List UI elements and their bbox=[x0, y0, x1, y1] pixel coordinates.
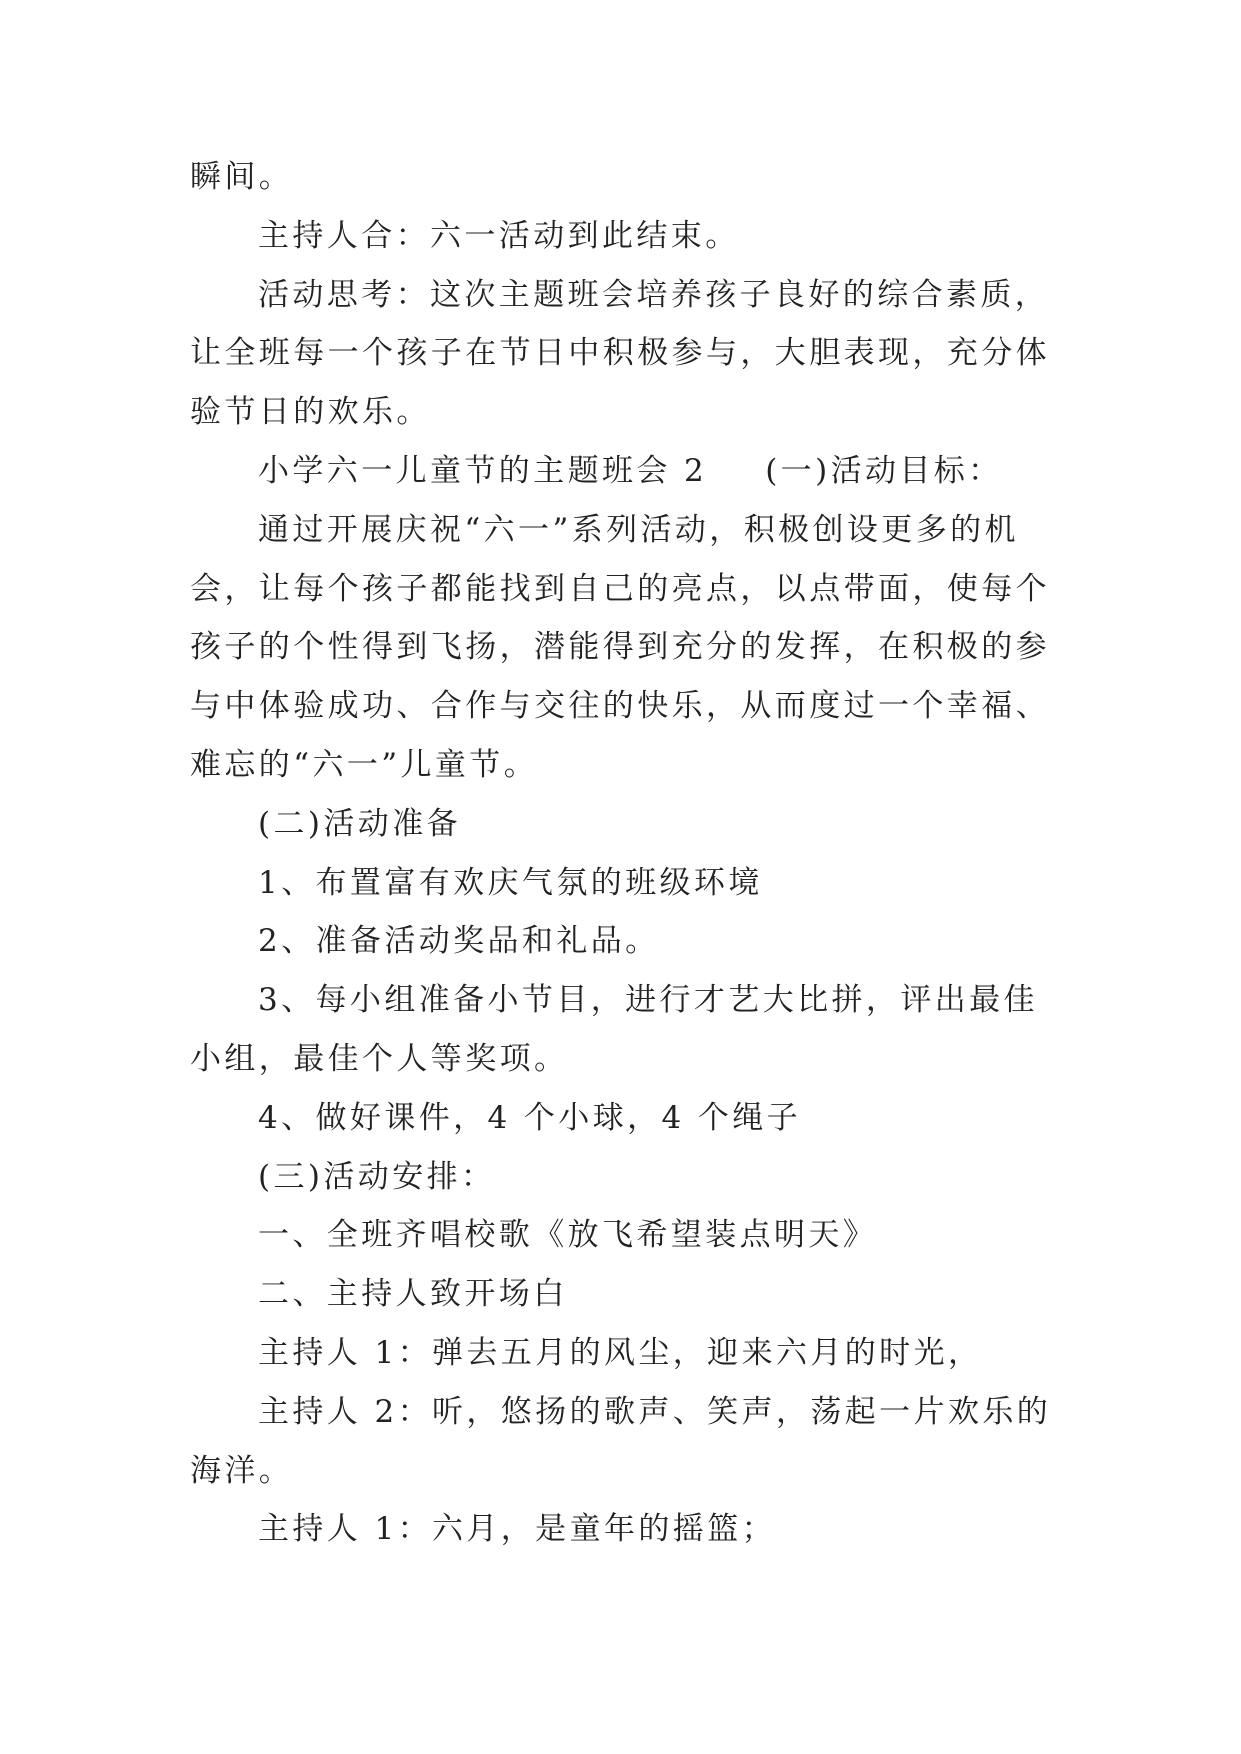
list-item: 二、主持人致开场白 bbox=[258, 1276, 568, 1313]
subsection-title: (三)活动安排： bbox=[258, 1158, 496, 1195]
dialogue-line: 主持人 1：弹去五月的风尘，迎来六月的时光， bbox=[258, 1334, 983, 1371]
list-item: 一、全班齐唱校歌《放飞希望装点明天》 bbox=[258, 1217, 878, 1254]
subsection-title: (一)活动目标： bbox=[765, 452, 1003, 489]
dialogue-line: 主持人 1：六月，是童年的摇篮； bbox=[258, 1511, 776, 1548]
list-item: 4、做好课件，4 个小球，4 个绳子 bbox=[258, 1099, 802, 1136]
section-heading-line bbox=[190, 442, 1056, 501]
paragraph: 瞬间。 bbox=[190, 159, 294, 195]
list-item: 3、每小组准备小节目，进行才艺大比拼，评出最佳小组，最佳个人等奖项。 bbox=[190, 982, 1038, 1077]
section-title: 小学六一儿童节的主题班会 2 bbox=[258, 452, 708, 489]
paragraph: 主持人合：六一活动到此结束。 bbox=[258, 217, 740, 254]
document-body bbox=[190, 148, 1056, 1559]
subsection-title: (二)活动准备 bbox=[258, 805, 461, 842]
paragraph: 通过开展庆祝“六一”系列活动，积极创设更多的机会，让每个孩子都能找到自己的亮点，以点带面，使每个孩子的个性得到飞扬，潜能得到充分的发挥，在积极的参与中体验成功、合作与交往的快乐，从而度过一个幸福、难忘的“六一”儿童节。 bbox=[190, 511, 1050, 783]
paragraph: 活动思考：这次主题班会培养孩子良好的综合素质，让全班每一个孩子在节日中积极参与，大胆表现，充分体验节日的欢乐。 bbox=[190, 276, 1050, 431]
dialogue-line: 主持人 2：听，悠扬的歌声、笑声，荡起一片欢乐的海洋。 bbox=[190, 1393, 1052, 1489]
list-item: 2、准备活动奖品和礼品。 bbox=[258, 923, 660, 960]
list-item: 1、布置富有欢庆气氛的班级环境 bbox=[258, 864, 763, 901]
